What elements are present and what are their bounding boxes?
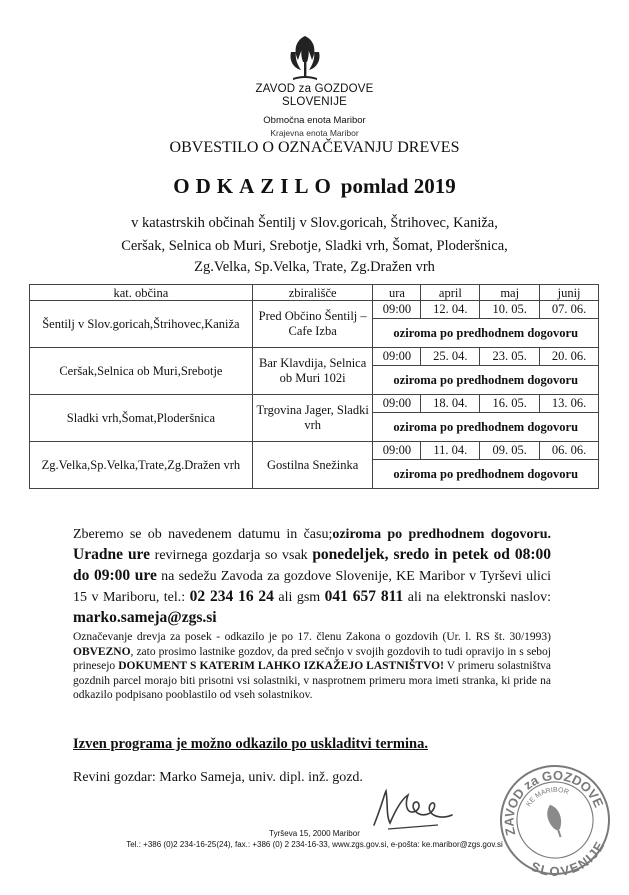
org-name-line2: SLOVENIJE xyxy=(281,96,348,108)
official-stamp xyxy=(495,760,615,880)
cell-april: 11. 04. xyxy=(421,442,480,460)
header-time: ura xyxy=(373,285,421,301)
svg-text:ZAVOD za GOZDOVE xyxy=(495,760,607,839)
meeting-alternative: oziroma po predhodnem dogovoru. xyxy=(332,527,551,542)
office-hours-days: ponedeljek, sredo in petek od 08:00 do 09:00 ure xyxy=(73,546,551,584)
cell-june: 13. 06. xyxy=(540,395,599,413)
stamp-top-text: ZAVOD za GOZDOVE xyxy=(501,767,607,837)
cell-municipality: Ceršak,Selnica ob Muri,Srebotje xyxy=(30,348,253,395)
table-header-row xyxy=(30,285,599,301)
footer-contacts: Tel.: +386 (0)2 234-16-25(24), fax.: +386 (0) 2 234-16-33, www.zgs.gov.si, e-pošta: ke.maribor@zgs.gov.si xyxy=(126,840,503,849)
header-meeting-point: zbirališče xyxy=(252,285,373,301)
cell-note: oziroma po predhodnem dogovoru xyxy=(373,366,599,395)
header-municipality: kat. občina xyxy=(30,285,253,301)
cell-may: 10. 05. xyxy=(480,301,540,319)
ownership-document: DOKUMENT S KATERIM LAHKO IZKAŽEJO LASTNIŠTVO! xyxy=(118,660,444,672)
subtitle-line2: Ceršak, Selnica ob Muri, Srebotje, Sladki vrh, Šomat, Ploderšnica, xyxy=(121,238,508,254)
contact-paragraph xyxy=(73,525,551,629)
phone-number: 02 234 16 24 xyxy=(189,588,274,605)
legal-text-3: V primeru solastništva gozdnih parcel morajo biti prisotni vsi solastniki, v nasprotnem primeru mora imeti stranka, ki pride na odkazilo podpisano pooblastilo od vseh solastnikov. xyxy=(73,660,552,701)
stamp-mid-text: KE MARIBOR xyxy=(525,786,570,809)
footer-address: Tyrševa 15, 2000 Maribor xyxy=(269,829,360,838)
local-unit: Krajevna enota Maribor xyxy=(270,128,359,138)
regional-unit: Območna enota Maribor xyxy=(263,115,366,126)
subtitle-line1: v katastrskih občinah Šentilj v Slov.goricah, Štrihovec, Kaniža, xyxy=(131,215,498,231)
subtitle-line3: Zg.Velka, Sp.Velka, Trate, Zg.Dražen vrh xyxy=(194,259,435,275)
cell-meeting-point: Pred Občino Šentilj – Cafe Izba xyxy=(252,301,373,348)
schedule-table xyxy=(29,284,599,489)
cell-municipality: Sladki vrh,Šomat,Ploderšnica xyxy=(30,395,253,442)
header-april: april xyxy=(421,285,480,301)
header-june: junij xyxy=(540,285,599,301)
signature-icon xyxy=(368,785,458,835)
gsm-label: ali gsm xyxy=(273,590,325,605)
cell-april: 12. 04. xyxy=(421,301,480,319)
cell-june: 06. 06. xyxy=(540,442,599,460)
legal-paragraph xyxy=(73,630,551,703)
notice-heading: OBVESTILO O OZNAČEVANJU DREVES xyxy=(169,139,460,156)
table-row xyxy=(30,348,599,366)
mandatory-word: OBVEZNO xyxy=(73,645,131,658)
office-hours-text: revirnega gozdarja so vsak xyxy=(150,548,313,563)
table-row xyxy=(30,395,599,413)
tree-logo-icon xyxy=(283,34,327,82)
cell-municipality: Zg.Velka,Sp.Velka,Trate,Zg.Dražen vrh xyxy=(30,442,253,489)
table-row xyxy=(30,442,599,460)
cell-note: oziroma po predhodnem dogovoru xyxy=(373,413,599,442)
cell-june: 07. 06. xyxy=(540,301,599,319)
cell-meeting-point: Bar Klavdija, Selnica ob Muri 102i xyxy=(252,348,373,395)
title-season: pomlad 2019 xyxy=(340,174,456,198)
cell-may: 23. 05. xyxy=(480,348,540,366)
cell-time: 09:00 xyxy=(373,348,421,366)
header-may: maj xyxy=(480,285,540,301)
cell-time: 09:00 xyxy=(373,301,421,319)
cell-april: 18. 04. xyxy=(421,395,480,413)
cell-may: 09. 05. xyxy=(480,442,540,460)
cell-meeting-point: Gostilna Snežinka xyxy=(252,442,373,489)
cell-june: 20. 06. xyxy=(540,348,599,366)
outside-program-note: Izven programa je možno odkazilo po uskladitvi termina. xyxy=(73,736,428,752)
cell-note: oziroma po predhodnem dogovoru xyxy=(373,319,599,348)
cell-may: 16. 05. xyxy=(480,395,540,413)
cell-time: 09:00 xyxy=(373,442,421,460)
cell-note: oziroma po predhodnem dogovoru xyxy=(373,460,599,489)
table-row xyxy=(30,301,599,319)
stamp-bottom-text: SLOVENIJE xyxy=(528,839,608,880)
email-address: marko.sameja@zgs.si xyxy=(73,609,217,626)
office-hours-label: Uradne ure xyxy=(73,546,151,563)
cell-meeting-point: Trgovina Jager, Sladki vrh xyxy=(252,395,373,442)
title-main: ODKAZILO xyxy=(173,174,337,198)
gsm-number: 041 657 811 xyxy=(324,588,404,605)
cell-time: 09:00 xyxy=(373,395,421,413)
office-address-text: na sedežu Zavoda za gozdove Slovenije, KE Maribor v Tyrševi ulici 15 v Mariboru, tel.: xyxy=(73,569,551,605)
forester-name: Revini gozdar: Marko Sameja, univ. dipl. inž. gozd. xyxy=(73,770,363,785)
cell-municipality: Šentilj v Slov.goricah,Štrihovec,Kaniža xyxy=(30,301,253,348)
meeting-text: Zberemo se ob navedenem datumu in času; xyxy=(73,527,333,542)
legal-text: Označevanje drevja za posek - odkazilo je po 17. členu Zakona o gozdovih (Ur. l. RS št. 30/1993) xyxy=(73,631,551,643)
org-name-line1: ZAVOD za GOZDOVE xyxy=(255,83,374,95)
legal-text-2: , zato prosimo lastnike gozdov, da pred sečnjo v svojih gozdovih to tudi opravijo in s seboj prinesejo xyxy=(73,645,551,672)
page-title xyxy=(0,173,629,199)
cell-april: 25. 04. xyxy=(421,348,480,366)
email-label: ali na elektronski naslov: xyxy=(403,590,551,605)
